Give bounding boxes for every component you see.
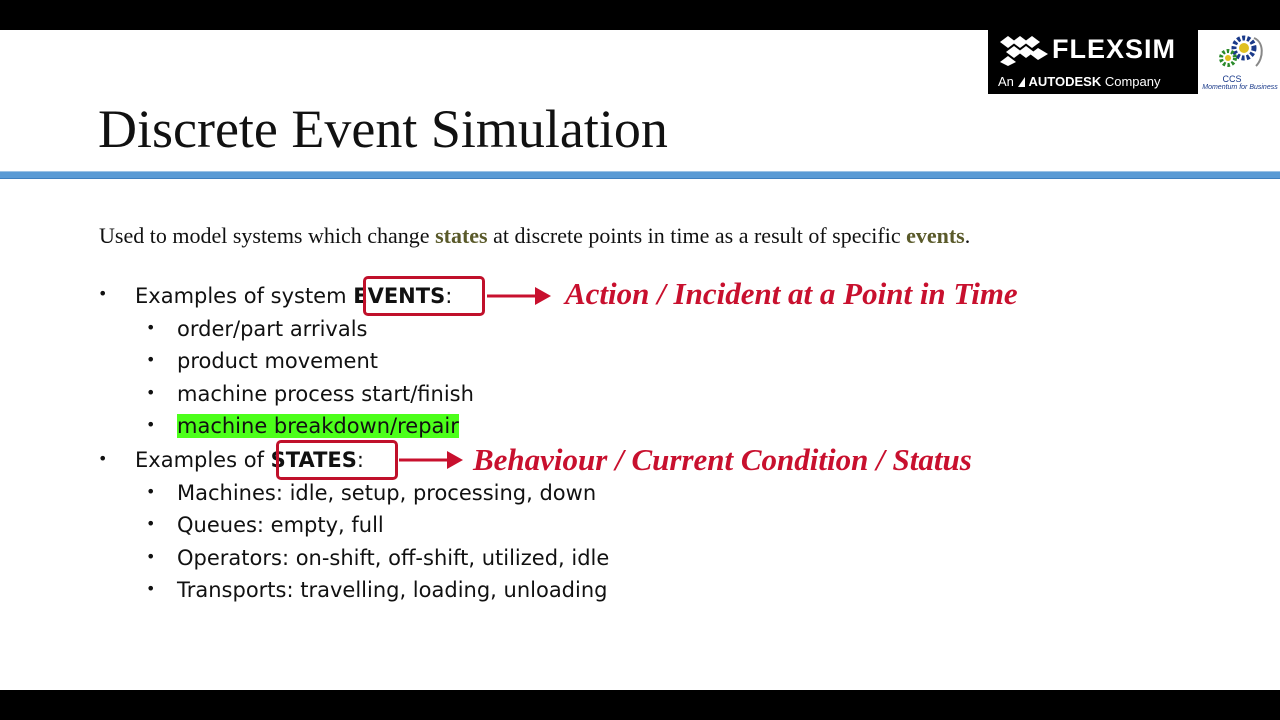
flexsim-name: FLEXSIM <box>1052 34 1177 64</box>
states-keyword: STATES <box>270 448 357 472</box>
title-divider <box>0 171 1280 179</box>
bullet-states-item: • <box>146 514 156 533</box>
highlighted-text: machine breakdown/repair <box>177 414 459 438</box>
events-colon: : <box>445 284 453 308</box>
events-highlight-box <box>363 276 485 316</box>
gears-icon <box>1214 34 1266 72</box>
events-arrow-icon <box>487 284 553 308</box>
intro-middle: at discrete points in time as a result of specific <box>487 223 907 248</box>
intro-events-keyword: events <box>906 223 965 248</box>
ccs-logo <box>1200 30 1280 94</box>
states-definition: Behaviour / Current Condition / Status <box>473 442 972 477</box>
ccs-name: CCS <box>1222 74 1242 84</box>
ccs-tagline: Momentum for Business <box>1202 84 1278 91</box>
intro-before: Used to model systems which change <box>99 223 436 248</box>
flexsim-mark-icon <box>998 36 1050 66</box>
bullet-events-item: • <box>146 383 156 402</box>
states-colon: : <box>356 448 364 472</box>
intro-states-keyword: states <box>435 223 488 248</box>
events-item: product movement <box>177 349 379 373</box>
slide <box>0 30 1280 690</box>
events-keyword: EVENTS <box>353 284 446 308</box>
flexsim-logo <box>988 30 1198 94</box>
bullet-events-item: • <box>146 318 156 337</box>
slide-title: Discrete Event Simulation <box>98 99 668 159</box>
autodesk-icon <box>1018 77 1025 87</box>
events-definition: Action / Incident at a Point in Time <box>565 276 1018 311</box>
flexsim-sub-prefix: An <box>998 74 1018 89</box>
states-arrow-icon <box>399 448 465 472</box>
intro-text <box>99 223 970 249</box>
bullet-events-item: • <box>146 350 156 369</box>
flexsim-sub-suffix: Company <box>1101 74 1161 89</box>
bullet-states-item: • <box>146 579 156 598</box>
bullet-events-item: • <box>146 415 156 434</box>
states-item: Transports: travelling, loading, unloading <box>177 578 608 602</box>
bullet-events: • <box>98 284 108 303</box>
states-item: Queues: empty, full <box>177 513 384 537</box>
events-item: machine process start/finish <box>177 382 474 406</box>
events-label: Examples of system <box>135 284 354 308</box>
states-highlight-box <box>276 440 398 480</box>
events-item-highlighted <box>177 412 459 440</box>
flexsim-sub-brand: AUTODESK <box>1028 74 1102 89</box>
bullet-states-item: • <box>146 547 156 566</box>
states-item: Machines: idle, setup, processing, down <box>177 481 597 505</box>
bullet-states: • <box>98 449 108 468</box>
states-item: Operators: on-shift, off-shift, utilized, idle <box>177 546 610 570</box>
events-item: order/part arrivals <box>177 317 368 341</box>
intro-after: . <box>964 223 971 248</box>
flexsim-subtitle <box>998 74 1160 89</box>
states-label: Examples of <box>135 448 271 472</box>
bullet-states-item: • <box>146 482 156 501</box>
